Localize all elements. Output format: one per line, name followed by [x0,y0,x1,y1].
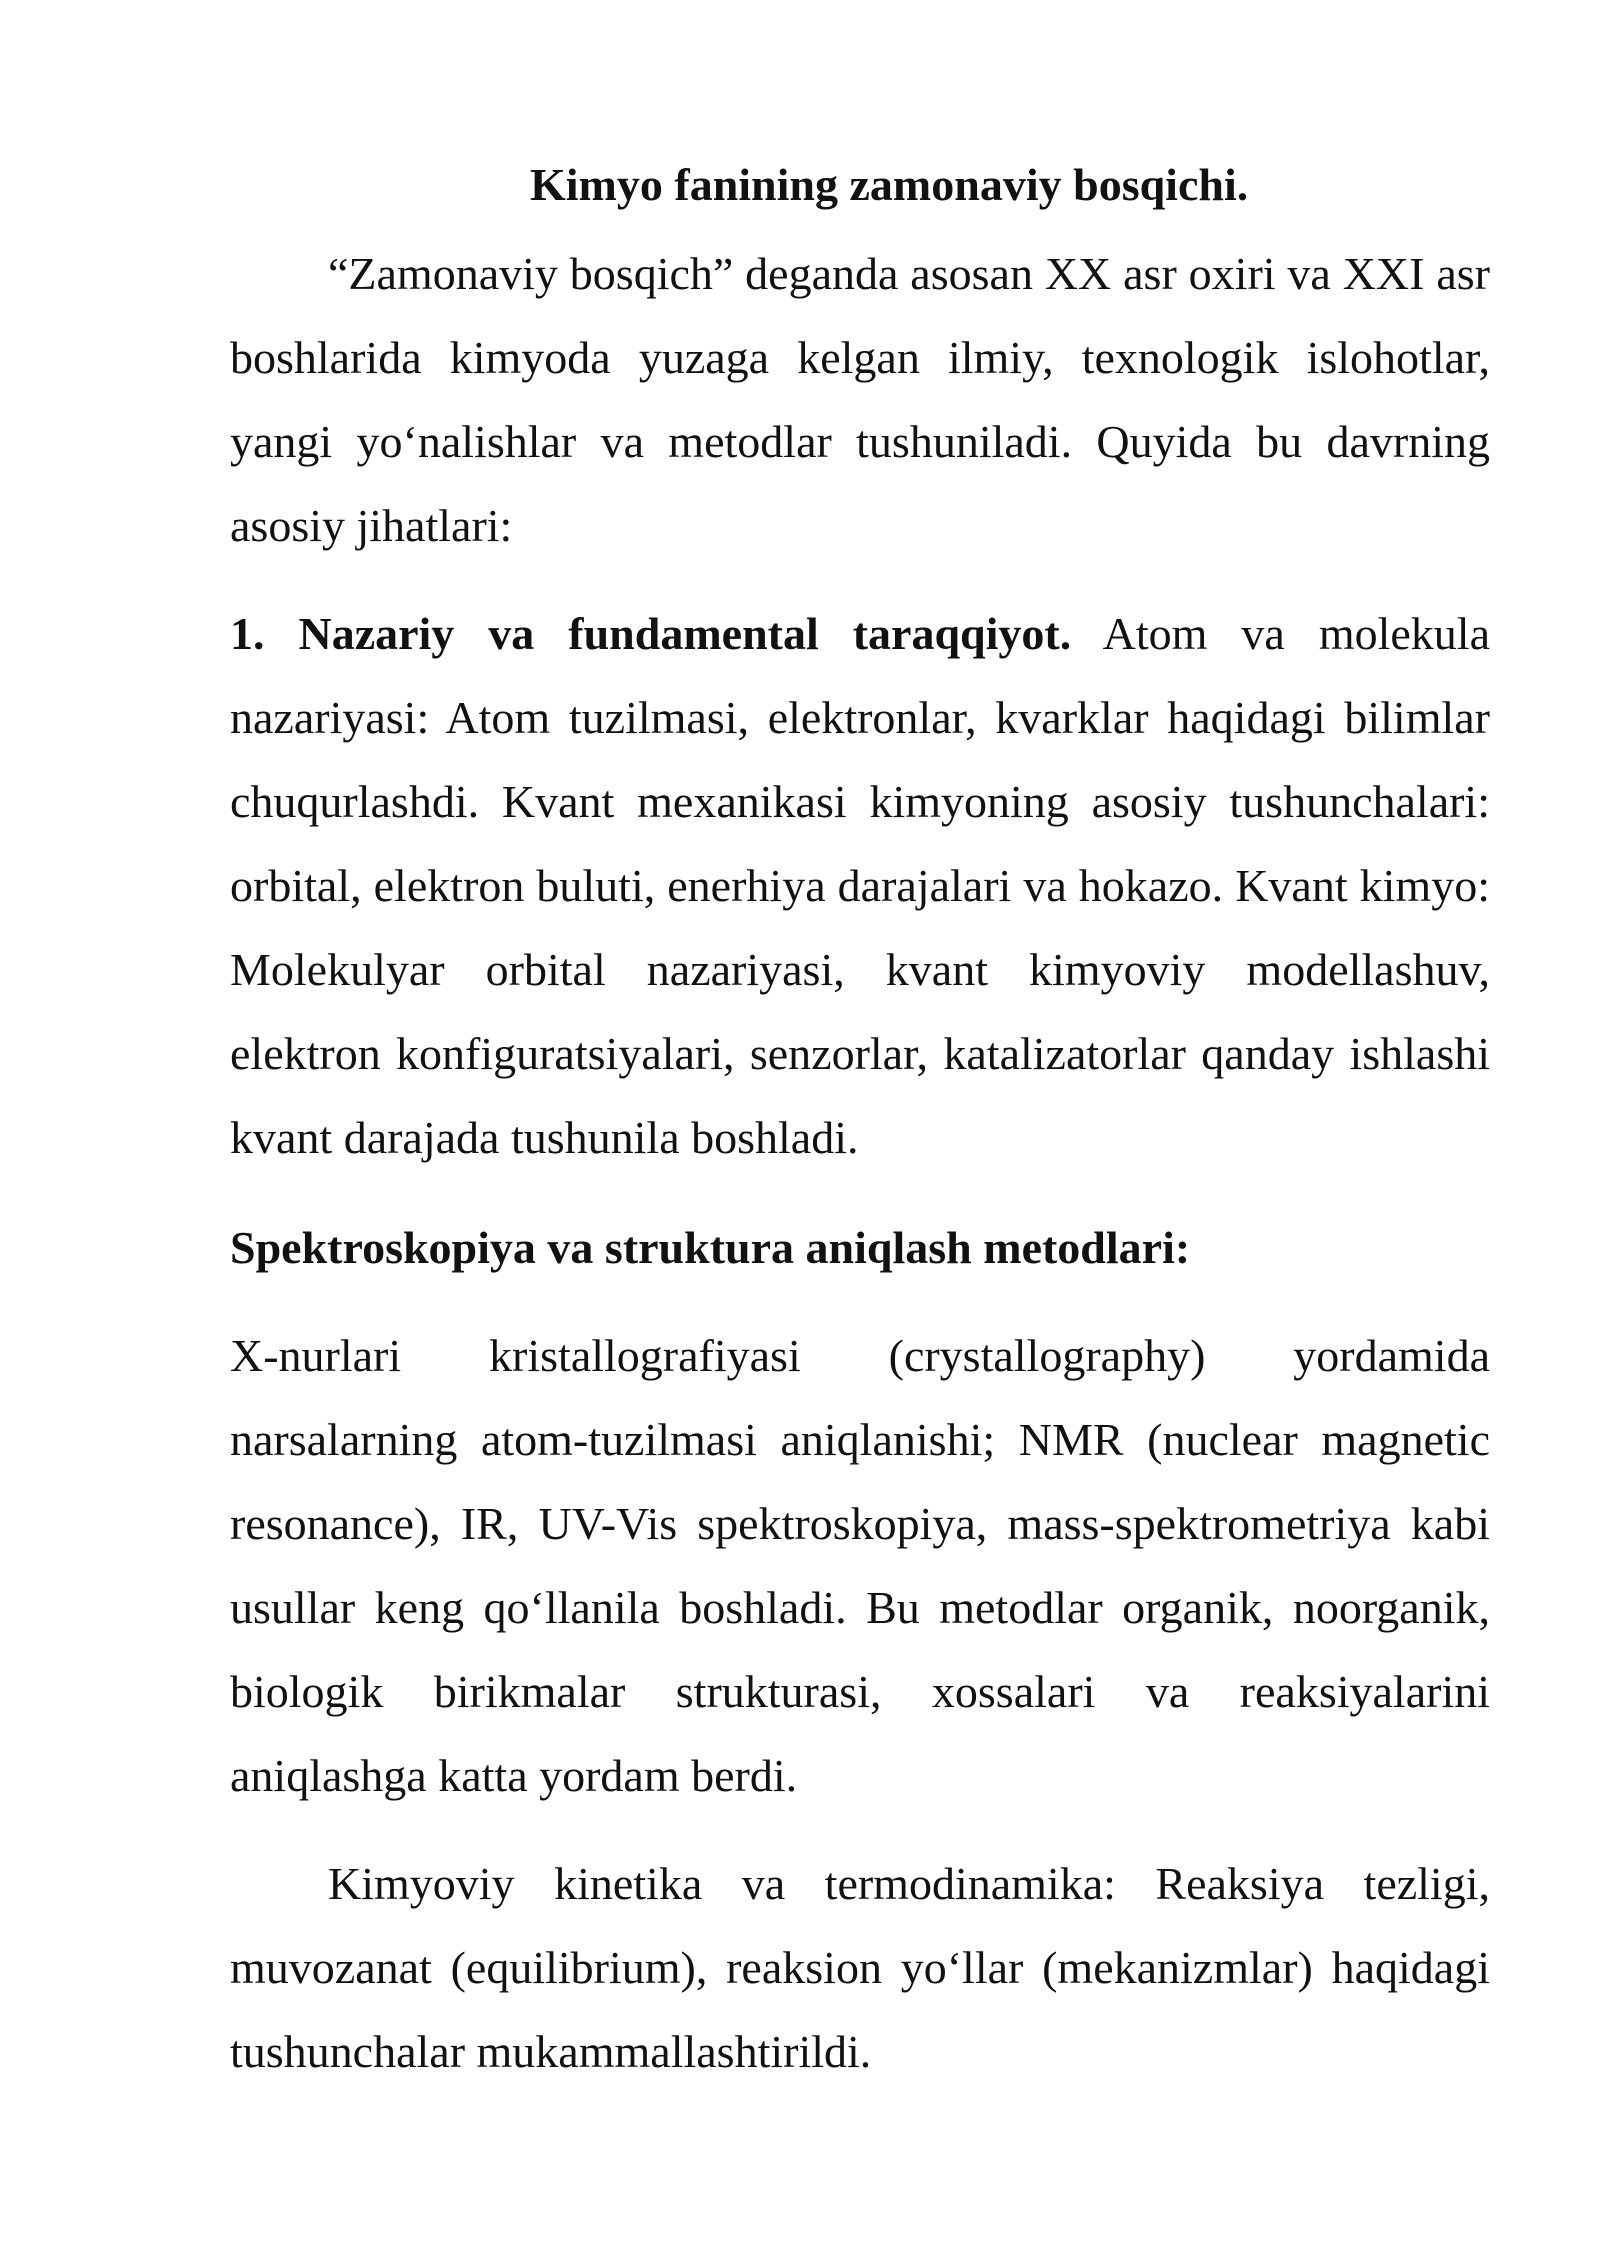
intro-paragraph: “Zamonaviy bosqich” deganda asosan XX asr oxiri va XXI asr boshlarida kimyoda yuzaga kelgan ilmiy, texnologik islohotlar, yangi yo‘nalishlar va metodlar tushuniladi. Quyida bu davrning asosiy jihatlari: [230,248,1490,551]
section-1-lead: 1. Nazariy va fundamental taraqqiyot. [230,608,1072,659]
section-1-body: Atom va molekula nazariyasi: Atom tuzilmasi, elektronlar, kvarklar haqidagi bilimlar chuqurlashdi. Kvant mexanikasi kimyoning asosiy tushunchalari: orbital, elektron buluti, enerhiya darajalari va hokazo. Kvant kimyo: Molekulyar orbital nazariyasi, kvant kimyoviy modellashuv, elektron konfiguratsiyalari, senzorlar, katalizatorlar qanday ishlashi kvant darajada tushunila boshladi. [230,608,1490,1163]
section-3-paragraph: Kimyoviy kinetika va termodinamika: Reaksiya tezligi, muvozanat (equilibrium), reaksion yo‘llar (mekanizmlar) haqidagi tushunchalar mukammallashtirildi. [230,1858,1490,2077]
document-body [230,150,1490,2094]
section-2-heading: Spektroskopiya va struktura aniqlash metodlari: [230,1222,1191,1273]
section-1-paragraph [230,592,1490,1180]
section-2-paragraph: X-nurlari kristallografiyasi (crystallography) yordamida narsalarning atom-tuzilmasi aniqlanishi; NMR (nuclear magnetic resonance), IR, UV-Vis spektroskopiya, mass-spektrometriya kabi usullar keng qo‘llanila boshladi. Bu metodlar organik, noorganik, biologik birikmalar strukturasi, xossalari va reaksiyalarini aniqlashga katta yordam berdi. [230,1330,1490,1801]
page-title: Kimyo fanining zamonaviy bosqichi. [530,159,1249,210]
